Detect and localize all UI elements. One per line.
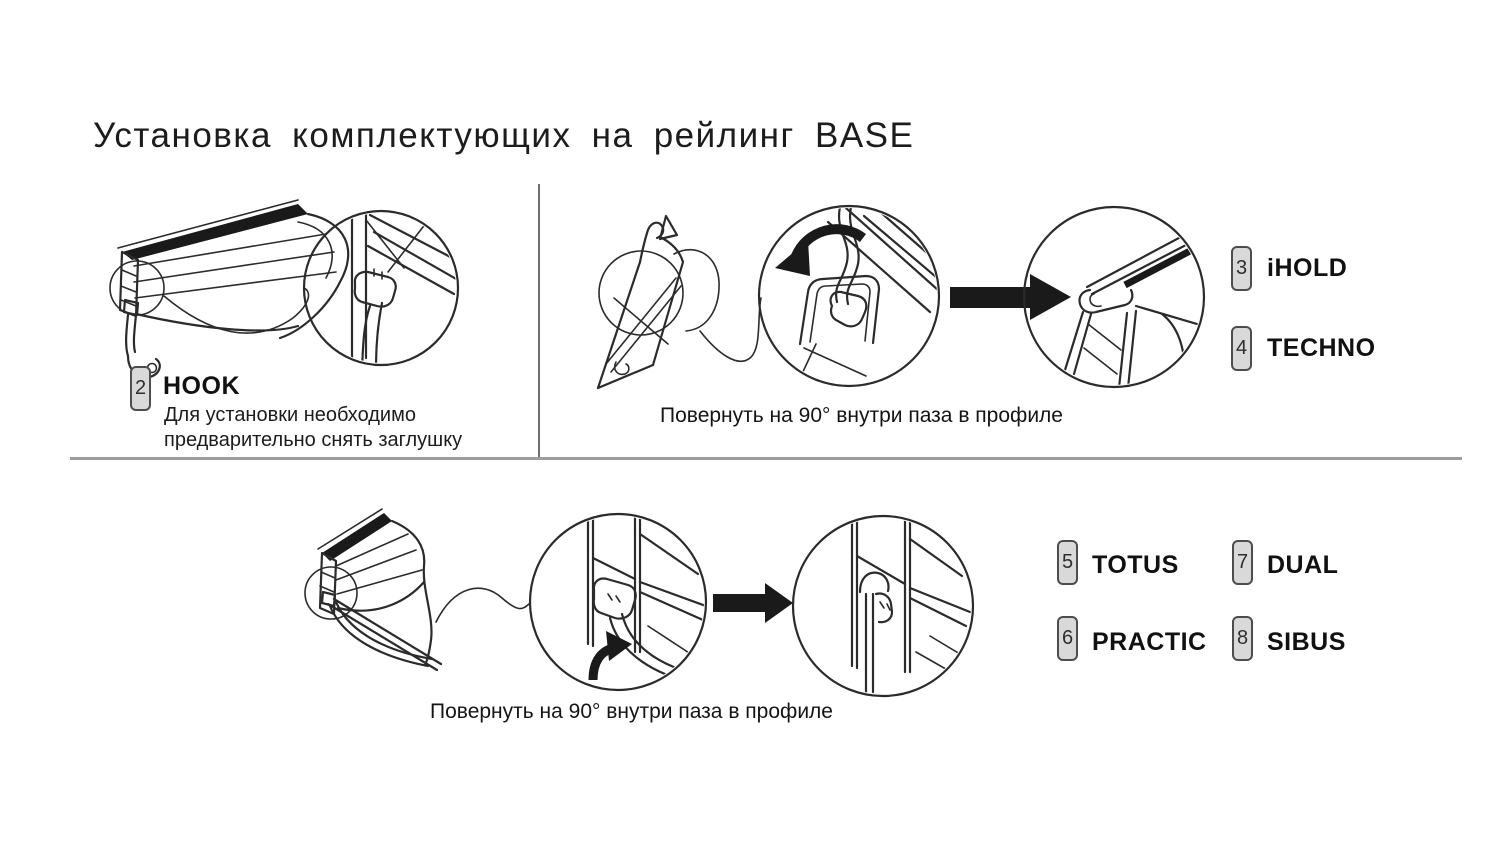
rotate-top-scene-drawing bbox=[578, 186, 1223, 402]
rotate-top-caption: Повернуть на 90° внутри паза в профиле bbox=[660, 404, 1063, 427]
magnifier-circle bbox=[304, 198, 458, 370]
badge-number: 2 bbox=[134, 377, 147, 399]
wavy-connector bbox=[700, 298, 761, 361]
component-badge-hook bbox=[130, 366, 151, 411]
badge-number: 6 bbox=[1061, 627, 1074, 649]
component-badge-sibus bbox=[1232, 616, 1253, 661]
component-label-hook: HOOK bbox=[163, 372, 240, 400]
page-title: Установка комплектующих на рейлинг BASE bbox=[93, 116, 915, 155]
block-arrow-icon bbox=[950, 274, 1071, 320]
rotate-ccw-arrow-icon bbox=[775, 229, 863, 276]
component-label-ihold: iHOLD bbox=[1267, 254, 1348, 282]
hook-description-line2: предварительно снять заглушку bbox=[164, 429, 463, 451]
magnifier-circle bbox=[759, 206, 942, 386]
component-badge-techno bbox=[1231, 326, 1252, 371]
rail-profile-drawing bbox=[318, 509, 441, 670]
hook-description bbox=[164, 403, 462, 453]
rotate-bottom-caption: Повернуть на 90° внутри паза в профиле bbox=[430, 700, 833, 723]
wavy-connector bbox=[164, 288, 309, 333]
magnifier-circle bbox=[530, 512, 706, 690]
badge-number: 8 bbox=[1236, 627, 1249, 649]
badge-number: 4 bbox=[1235, 337, 1248, 359]
horizontal-divider bbox=[70, 457, 1462, 460]
tilted-profile-drawing bbox=[598, 216, 719, 388]
component-label-totus: TOTUS bbox=[1092, 551, 1179, 579]
badge-number: 3 bbox=[1235, 257, 1248, 279]
component-label-dual: DUAL bbox=[1267, 551, 1339, 579]
hook-scene-drawing bbox=[88, 188, 488, 393]
result-circle bbox=[793, 516, 980, 696]
hook-description-line1: Для установки необходимо bbox=[164, 404, 416, 426]
component-badge-practic bbox=[1057, 616, 1078, 661]
wavy-connector bbox=[436, 588, 529, 622]
component-label-practic: PRACTIC bbox=[1092, 628, 1207, 656]
rail-profile-drawing bbox=[118, 200, 348, 338]
rotate-bottom-scene-drawing bbox=[286, 494, 996, 709]
component-badge-ihold bbox=[1231, 246, 1252, 291]
badge-number: 7 bbox=[1236, 551, 1249, 573]
component-label-techno: TECHNO bbox=[1267, 334, 1376, 362]
badge-number: 5 bbox=[1061, 551, 1074, 573]
rotate-cw-arrow-icon bbox=[593, 631, 632, 680]
component-badge-totus bbox=[1057, 540, 1078, 585]
vertical-divider bbox=[538, 184, 540, 458]
component-label-sibus: SIBUS bbox=[1267, 628, 1346, 656]
component-badge-dual bbox=[1232, 540, 1253, 585]
block-arrow-icon bbox=[713, 583, 793, 623]
highlight-circle bbox=[599, 251, 683, 335]
